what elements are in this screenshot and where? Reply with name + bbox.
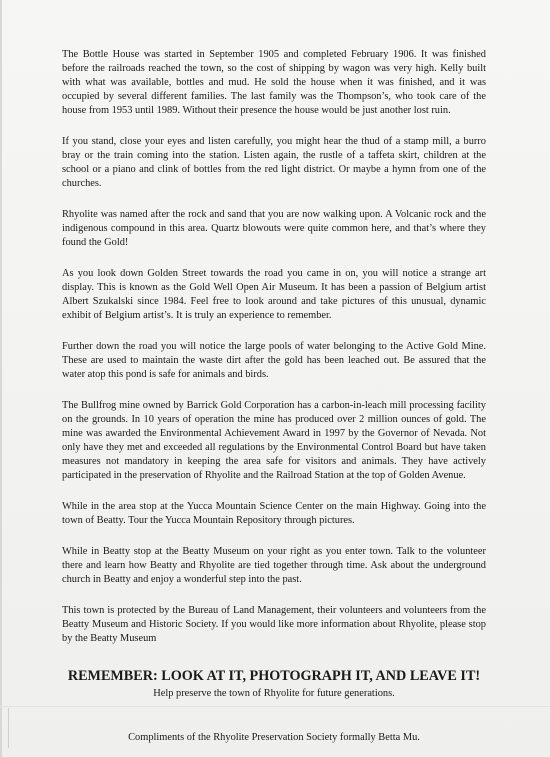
paragraph-rhyolite-name: Rhyolite was named after the rock and sand that you are now walking upon. A Volcanic rock and the indigenous compound in this area. Quartz blowouts were quite common here, and that’s where they found the Gold! xyxy=(62,209,486,248)
paragraph-beatty-museum: While in Beatty stop at the Beatty Museum on your right as you enter town. Talk to the volunteer there and learn how Beatty and Rhyolite are tied together through time. Ask about the underground church in Beatty and enjoy a wonderful step into the past. xyxy=(62,546,486,585)
paragraph-yucca-mountain: While in the area stop at the Yucca Mountain Science Center on the main Highway. Going into the town of Beatty. Tour the Yucca Mountain Repository through pictures. xyxy=(62,501,486,526)
compliments-line: Compliments of the Rhyolite Preservation Society formally Betta Mu. xyxy=(128,732,420,743)
paragraph-gold-mine-pools: Further down the road you will notice the large pools of water belonging to the Active Gold Mine. These are used to maintain the waste dirt after the gold has been leached out. Be assured that the water atop this pond is safe for animals and birds. xyxy=(62,341,486,380)
paragraph-bottle-house: The Bottle House was started in September 1905 and completed February 1906. It was finished before the railroads reached the town, so the cost of shipping by wagon was very high. Kelly built with what was available, bottles and mud. He sold the house when it was finished, and it was occupied by several different families. The last family was the Thompson’s, who took care of the house from 1953 until 1989. Without their presence the house would be just another lost ruin. xyxy=(62,49,486,116)
scan-mark xyxy=(8,708,9,748)
page-edge xyxy=(0,0,2,757)
document-body xyxy=(62,48,486,745)
remember-headline: REMEMBER: LOOK AT IT, PHOTOGRAPH IT, AND LEAVE IT! xyxy=(67,668,481,684)
paragraph-bullfrog-mine: The Bullfrog mine owned by Barrick Gold Corporation has a carbon-in-leach mill processing facility on the grounds. In 10 years of operation the mine has produced over 2 million ounces of gold. The mine was awarded the Environmental Achievement Award in 1997 by the Governor of Nevada. Not only have they met and exceeded all regulations by the Environmental Control Board but have taken measures not mandatory in keeping the area safe for visitors and animals. They have actively participated in the preservation of Rhyolite and the Railroad Station at the top of Golden Avenue. xyxy=(62,400,486,481)
paragraph-listen: If you stand, close your eyes and listen carefully, you might hear the thud of a stamp mill, a burro bray or the train coming into the station. Listen again, the rustle of a taffeta skirt, children at the school or a piano and clink of bottles from the red light district. Or maybe a hymn from one of the churches. xyxy=(62,136,486,189)
fold-line xyxy=(0,706,550,707)
paragraph-art-display: As you look down Golden Street towards the road you came in on, you will notice a strange art display. This is known as the Gold Well Open Air Museum. It has been a passion of Belgium artist Albert Szukalski since 1984. Feel free to look around and take pictures of this unusual, dynamic exhibit of Belgium artist’s. It is truly an experience to remember. xyxy=(62,268,486,321)
preserve-subline: Help preserve the town of Rhyolite for future generations. xyxy=(153,688,395,699)
paragraph-protection: This town is protected by the Bureau of Land Management, their volunteers and volunteers from the Beatty Museum and Historic Society. If you would like more information about Rhyolite, please stop by the Beatty Museum xyxy=(62,605,486,644)
